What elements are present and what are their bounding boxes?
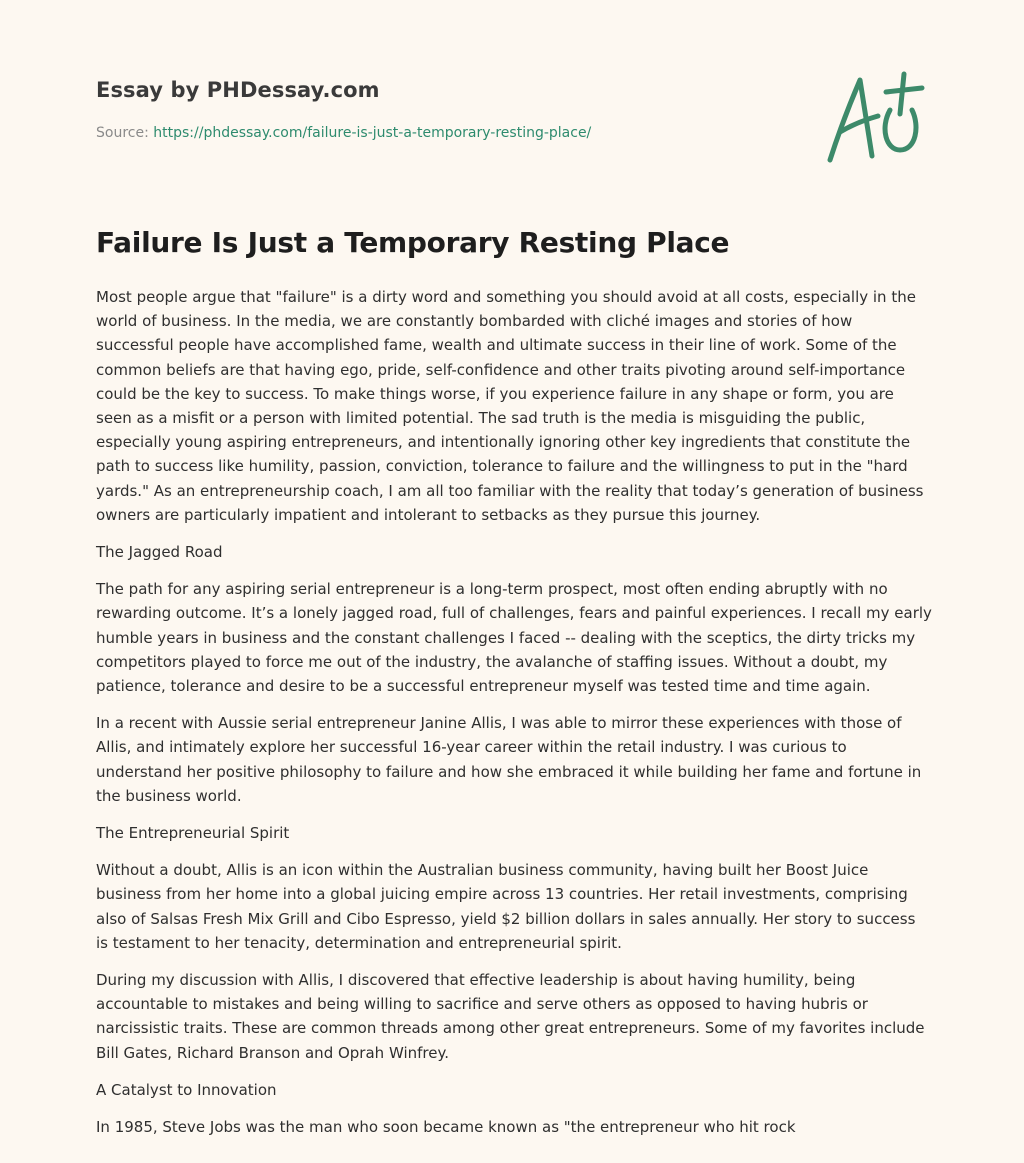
paragraph: The path for any aspiring serial entrepreneur is a long-term prospect, most often ending abruptly with no rewarding outcome. It’s a lonely jagged road, full of challenges, fears and painful experiences. I recall my early humble years in business and the constant challenges I faced -- dealing with the sceptics, the dirty tricks my competitors played to force me out of the industry, the avalanche of staffing issues. Without a doubt, my patience, tolerance and desire to be a successful entrepreneur myself was tested time and time again. [96, 580, 932, 696]
source-link[interactable]: https://phdessay.com/failure-is-just-a-temporary-resting-place/ [153, 125, 592, 141]
source-label: Source: [96, 125, 154, 141]
paragraph: Without a doubt, Allis is an icon within the Australian business community, having built her Boost Juice business from her home into a global juicing empire across 13 countries. Her retail investments, comprising also of Salsas Fresh Mix Grill and Cibo Espresso, yield $2 billion dollars in sales annually. Her story to success is testament to her tenacity, determination and entrepreneurial spirit. [96, 861, 916, 952]
a-plus-logo-icon [820, 70, 930, 166]
essay-body [96, 285, 932, 1152]
source-line [96, 125, 591, 141]
section-heading: The Entrepreneurial Spirit [96, 824, 290, 843]
section-heading: A Catalyst to Innovation [96, 1080, 277, 1099]
site-brand: Essay by PHDessay.com [96, 78, 380, 102]
section-heading: The Jagged Road [96, 543, 223, 562]
paragraph: In a recent with Aussie serial entrepreneur Janine Allis, I was able to mirror these experiences with those of Allis, and intimately explore her successful 16-year career within the retail industry. I was curious to understand her positive philosophy to failure and how she embraced it while building her fame and fortune in the business world. [96, 714, 922, 805]
essay-title: Failure Is Just a Temporary Resting Place [96, 226, 730, 259]
paragraph: During my discussion with Allis, I discovered that effective leadership is about having humility, being accountable to mistakes and being willing to sacrifice and serve others as opposed to having hubris or narcissistic traits. These are common threads among other great entrepreneurs. Some of my favorites include Bill Gates, Richard Branson and Oprah Winfrey. [96, 971, 925, 1062]
paragraph: In 1985, Steve Jobs was the man who soon became known as "the entrepreneur who hit rock [96, 1118, 796, 1137]
paragraph: Most people argue that "failure" is a dirty word and something you should avoid at all costs, especially in the world of business. In the media, we are constantly bombarded with cliché images and stories of how successful people have accomplished fame, wealth and ultimate success in their line of work. Some of the common beliefs are that having ego, pride, self-confidence and other traits pivoting around self-importance could be the key to success. To make things worse, if you experience failure in any shape or form, you are seen as a misfit or a person with limited potential. The sad truth is the media is misguiding the public, especially young aspiring entrepreneurs, and intentionally ignoring other key ingredients that constitute the path to success like humility, passion, conviction, tolerance to failure and the willingness to put in the "hard yards." As an entrepreneurship coach, I am all too familiar with the reality that today’s generation of business owners are particularly impatient and intolerant to setbacks as they pursue this journey. [96, 288, 924, 524]
